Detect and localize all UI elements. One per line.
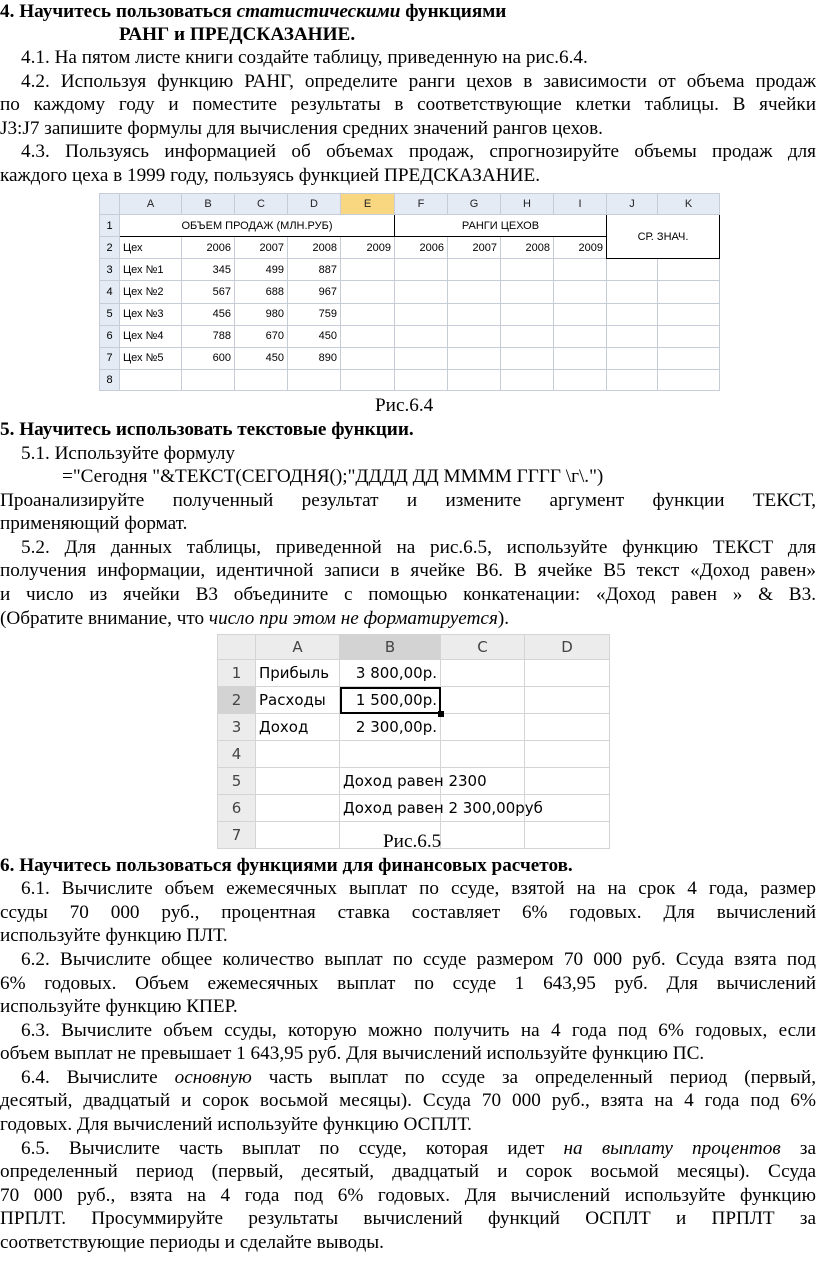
rank-year-cell[interactable]: 2006 [395, 237, 448, 259]
empty-cell[interactable] [256, 822, 340, 849]
empty-cell[interactable] [525, 741, 610, 768]
paragraph-5-2-line1: 5.2. Для данных таблицы, приведенной на рис.6.5, используйте функцию ТЕКСТ для [21, 537, 816, 558]
value-cell[interactable]: 567 [182, 281, 235, 303]
heading-italic: статистическими [236, 1, 401, 22]
empty-cell[interactable] [501, 369, 554, 390]
empty-cell[interactable] [525, 660, 610, 687]
empty-cell[interactable] [554, 259, 607, 281]
empty-cell[interactable] [235, 369, 288, 390]
section4-heading [0, 0, 816, 23]
row-header-3[interactable]: 3 [100, 259, 120, 281]
empty-cell[interactable] [658, 347, 720, 369]
empty-cell[interactable] [607, 369, 658, 390]
column-header-b[interactable]: B [182, 194, 235, 215]
empty-cell[interactable] [340, 741, 441, 768]
value-cell-b1[interactable]: 3 800,00р. [340, 660, 441, 687]
value-cell[interactable]: 759 [288, 303, 341, 325]
empty-cell[interactable] [448, 369, 501, 390]
empty-cell[interactable] [607, 281, 658, 303]
empty-cell[interactable] [554, 325, 607, 347]
empty-cell[interactable] [525, 687, 610, 714]
column-header-j[interactable]: J [607, 194, 658, 215]
year-cell[interactable]: 2007 [235, 237, 288, 259]
corner-cell[interactable] [100, 194, 120, 215]
paragraph-4-2-line3: J3:J7 запишите формулы для вычисления средних значений рангов цехов. [0, 118, 603, 139]
shop-name-cell[interactable]: Цех №2 [120, 281, 182, 303]
paragraph-6-2-line1: 6.2. Вычислите общее количество выплат по ссуде размером 70 000 руб. Ссуда взята под [21, 949, 816, 970]
p64-italic: основную [174, 1067, 252, 1088]
value-cell[interactable]: 890 [288, 347, 341, 369]
paragraph-4-2-line2: по каждому году и поместите результаты в соответствующие клетки таблицы. В ячейки [0, 94, 816, 115]
column-header-f[interactable]: F [395, 194, 448, 215]
column-header-c[interactable]: C [441, 635, 525, 660]
empty-cell[interactable] [554, 281, 607, 303]
empty-cell[interactable] [525, 714, 610, 741]
rank-year-cell[interactable]: 2009 [554, 237, 607, 259]
empty-cell[interactable] [395, 347, 448, 369]
row-header-1[interactable]: 1 [100, 215, 120, 237]
rank-year-cell[interactable]: 2007 [448, 237, 501, 259]
paragraph-6-3-line2: объем выплат не превышает 1 643,95 руб. Для вычислений используйте функцию ПС. [0, 1043, 705, 1064]
figure-caption-6-4: Рис.6.4 [375, 395, 434, 416]
note-text: (Обратите внимание, что [0, 608, 209, 629]
value-cell[interactable]: 887 [288, 259, 341, 281]
paragraph-5-1: 5.1. Используйте формулу [21, 443, 236, 464]
selected-cell-b2[interactable] [340, 687, 441, 714]
paragraph-4-1: 4.1. На пятом листе книги создайте таблицу, приведенную на рис.6.4. [21, 47, 588, 68]
paragraph-6-3-line1: 6.3. Вычислите объем ссуды, которую можно получить на 4 года под 6% годовых, если [21, 1020, 816, 1041]
empty-cell[interactable] [554, 303, 607, 325]
sales-header-cell[interactable]: ОБЪЕМ ПРОДАЖ (МЛН.РУБ) [120, 215, 395, 237]
heading-text: 4. Научитесь пользоваться [0, 1, 237, 22]
p64-text-c: часть выплат по ссуде за определенный период (первый, [251, 1067, 816, 1088]
empty-cell[interactable] [658, 281, 720, 303]
formula-text: ="Сегодня "&ТЕКСТ(СЕГОДНЯ();"ДДДД ДД ММММ ГГГГ \г\.") [62, 466, 604, 487]
value-cell[interactable]: 670 [235, 325, 288, 347]
value-cell[interactable]: 788 [182, 325, 235, 347]
row-header-2[interactable]: 2 [218, 687, 256, 714]
shop-name-cell[interactable]: Цех №4 [120, 325, 182, 347]
empty-cell[interactable] [441, 741, 525, 768]
paragraph-6-4-line3: годовых. Для вычислений используйте функцию ОСПЛТ. [0, 1114, 472, 1135]
heading-text-end: функциями [400, 1, 507, 22]
column-header-d[interactable]: D [288, 194, 341, 215]
text-cell-b6[interactable]: Доход равен 2 300,00руб [340, 795, 441, 822]
paragraph-6-1-line2: ссуды 70 000 руб., процентная ставка составляет 6% годовых. Для вычислений [0, 902, 816, 923]
ranks-header-cell[interactable]: РАНГИ ЦЕХОВ [395, 215, 607, 237]
fill-handle[interactable] [438, 711, 444, 717]
row-header-6[interactable]: 6 [218, 795, 256, 822]
value-cell[interactable]: 688 [235, 281, 288, 303]
p65-italic: на выплату процентов [563, 1138, 781, 1159]
section5-heading: 5. Научитесь использовать текстовые функции. [0, 419, 414, 440]
empty-cell[interactable] [341, 281, 395, 303]
empty-cell[interactable] [607, 325, 658, 347]
empty-cell[interactable] [395, 281, 448, 303]
empty-cell[interactable] [607, 259, 658, 281]
paragraph-5-1b-line2: применяющий формат. [0, 513, 188, 534]
note-end: ). [497, 608, 510, 629]
column-header-d[interactable]: D [525, 635, 610, 660]
paragraph-6-1-line1: 6.1. Вычислите объем ежемесячных выплат по ссуде, взятой на на срок 4 года, размер [21, 878, 816, 899]
empty-cell[interactable] [501, 347, 554, 369]
note-italic: число при этом не форматируется [208, 608, 498, 629]
p65-text-a: 6.5. Вычислите часть выплат по ссуде, которая идет [21, 1138, 564, 1159]
empty-cell[interactable] [501, 259, 554, 281]
empty-cell[interactable] [441, 822, 525, 849]
paragraph-4-3-line2: каждого цеха в 1999 году, пользуясь функцией ПРЕДСКАЗАНИЕ. [0, 165, 541, 186]
empty-cell[interactable] [658, 325, 720, 347]
empty-cell[interactable] [120, 369, 182, 390]
label-cell[interactable]: Цех [120, 237, 182, 259]
year-cell[interactable]: 2006 [182, 237, 235, 259]
value-cell[interactable]: 967 [288, 281, 341, 303]
empty-cell[interactable] [341, 259, 395, 281]
selected-cell-value: 1 500,00р. [355, 691, 437, 709]
column-header-k[interactable]: K [658, 194, 720, 215]
empty-cell[interactable] [448, 325, 501, 347]
paragraph-6-4-line1 [21, 1066, 816, 1089]
column-header-h[interactable]: H [501, 194, 554, 215]
empty-cell[interactable] [525, 822, 610, 849]
value-cell[interactable]: 450 [288, 325, 341, 347]
paragraph-5-2-line3: и число из ячейки В3 объедините с помощью конкатенации: «Доход равен » & B3. [0, 584, 816, 605]
empty-cell[interactable] [658, 303, 720, 325]
year-cell[interactable]: 2009 [341, 237, 395, 259]
empty-cell[interactable] [658, 259, 720, 281]
paragraph-4-3-line1: 4.3. Пользуясь информацией об объемах продаж, спрогнозируйте объемы продаж для [21, 141, 816, 162]
value-cell-b3[interactable]: 2 300,00р. [340, 714, 441, 741]
value-cell[interactable]: 456 [182, 303, 235, 325]
p64-text-a: 6.4. Вычислите [21, 1067, 175, 1088]
empty-cell[interactable] [256, 795, 340, 822]
row-header-1[interactable]: 1 [218, 660, 256, 687]
rank-year-cell[interactable]: 2008 [501, 237, 554, 259]
empty-cell[interactable] [182, 369, 235, 390]
avg-header-cell[interactable]: СР. ЗНАЧ. [607, 215, 720, 259]
empty-cell[interactable] [341, 347, 395, 369]
empty-cell[interactable] [448, 281, 501, 303]
p65-text-c: за [780, 1138, 816, 1159]
empty-cell[interactable] [448, 347, 501, 369]
row-header-7[interactable]: 7 [218, 822, 256, 849]
label-cell-profit[interactable]: Прибыль [256, 660, 340, 687]
row-header-7[interactable]: 7 [100, 347, 120, 369]
empty-cell[interactable] [441, 714, 525, 741]
row-header-4[interactable]: 4 [218, 741, 256, 768]
empty-cell[interactable] [341, 303, 395, 325]
empty-cell[interactable] [448, 259, 501, 281]
paragraph-5-2-line2: получения информации, идентичной записи в ячейке В6. В ячейке В5 текст «Доход равен» [0, 560, 816, 581]
label-cell-expenses[interactable]: Расходы [256, 687, 340, 714]
section4-heading-line2: РАНГ и ПРЕДСКАЗАНИЕ. [119, 24, 356, 45]
paragraph-6-5-line4: ПРПЛТ. Просуммируйте результаты вычислений функций ОСПЛТ и ПРПЛТ за [0, 1208, 816, 1229]
label-cell-income[interactable]: Доход [256, 714, 340, 741]
spreadsheet-figure-6-4 [99, 193, 719, 391]
paragraph-6-5-line2: определенный период (первый, десятый, двадцатый и сорок восьмой месяцы). Ссуда [0, 1161, 816, 1182]
empty-cell[interactable] [554, 347, 607, 369]
value-cell[interactable]: 980 [235, 303, 288, 325]
section6-heading: 6. Научитесь пользоваться функциями для финансовых расчетов. [0, 855, 573, 876]
column-header-i[interactable]: I [554, 194, 607, 215]
column-header-a[interactable]: A [120, 194, 182, 215]
empty-cell[interactable] [256, 741, 340, 768]
row-header-4[interactable]: 4 [100, 281, 120, 303]
paragraph-6-1-line3: используйте функцию ПЛТ. [0, 925, 228, 946]
empty-cell[interactable] [607, 347, 658, 369]
empty-cell[interactable] [441, 660, 525, 687]
text-cell-b5[interactable]: Доход равен 2300 [340, 768, 441, 795]
row-header-5[interactable]: 5 [100, 303, 120, 325]
row-header-5[interactable]: 5 [218, 768, 256, 795]
row-header-6[interactable]: 6 [100, 325, 120, 347]
empty-cell[interactable] [395, 303, 448, 325]
empty-cell[interactable] [441, 687, 525, 714]
empty-cell[interactable] [395, 369, 448, 390]
paragraph-6-5-line5: соответствующие периоды и сделайте выводы. [0, 1232, 384, 1253]
shop-name-cell[interactable]: Цех №5 [120, 347, 182, 369]
empty-cell[interactable] [395, 259, 448, 281]
empty-cell[interactable] [658, 369, 720, 390]
empty-cell[interactable] [341, 325, 395, 347]
paragraph-6-5-line3: 70 000 руб., взята на 4 года под 6% годовых. Для вычислений используйте функцию [0, 1185, 816, 1206]
empty-cell[interactable] [256, 768, 340, 795]
column-header-a[interactable]: A [256, 635, 340, 660]
column-header-e[interactable]: E [341, 194, 395, 215]
figure-caption-6-5: Рис.6.5 [383, 831, 442, 852]
shop-name-cell[interactable]: Цех №3 [120, 303, 182, 325]
paragraph-5-2-line4 [0, 607, 816, 630]
paragraph-6-2-line2: 6% годовых. Объем ежемесячных выплат по ссуде 1 643,95 руб. Для вычислений [0, 973, 816, 994]
year-cell[interactable]: 2008 [288, 237, 341, 259]
empty-cell[interactable] [341, 369, 395, 390]
value-cell[interactable]: 499 [235, 259, 288, 281]
corner-cell[interactable] [218, 635, 256, 660]
empty-cell[interactable] [448, 303, 501, 325]
paragraph-5-1b-line1: Проанализируйте полученный результат и измените аргумент функции ТЕКСТ, [0, 490, 816, 511]
value-cell[interactable]: 600 [182, 347, 235, 369]
paragraph-6-5-line1 [21, 1137, 816, 1160]
column-header-g[interactable]: G [448, 194, 501, 215]
value-cell[interactable]: 345 [182, 259, 235, 281]
row-header-3[interactable]: 3 [218, 714, 256, 741]
empty-cell[interactable] [501, 281, 554, 303]
empty-cell[interactable] [501, 303, 554, 325]
empty-cell[interactable] [607, 303, 658, 325]
shop-name-cell[interactable]: Цех №1 [120, 259, 182, 281]
paragraph-6-2-line3: используйте функцию КПЕР. [0, 996, 238, 1017]
empty-cell[interactable] [288, 369, 341, 390]
empty-cell[interactable] [525, 768, 610, 795]
row-header-8[interactable]: 8 [100, 369, 120, 390]
column-header-c[interactable]: C [235, 194, 288, 215]
empty-cell[interactable] [501, 325, 554, 347]
empty-cell[interactable] [554, 369, 607, 390]
row-header-2[interactable]: 2 [100, 237, 120, 259]
empty-cell[interactable] [395, 325, 448, 347]
paragraph-4-2-line1: 4.2. Используя функцию РАНГ, определите ранги цехов в зависимости от объема продаж [21, 71, 816, 92]
paragraph-6-4-line2: десятый, двадцатый и сорок восьмой месяцы). Ссуда 70 000 руб., взята на 4 года под 6% [0, 1090, 816, 1111]
value-cell[interactable]: 450 [235, 347, 288, 369]
column-header-b[interactable]: B [340, 635, 441, 660]
